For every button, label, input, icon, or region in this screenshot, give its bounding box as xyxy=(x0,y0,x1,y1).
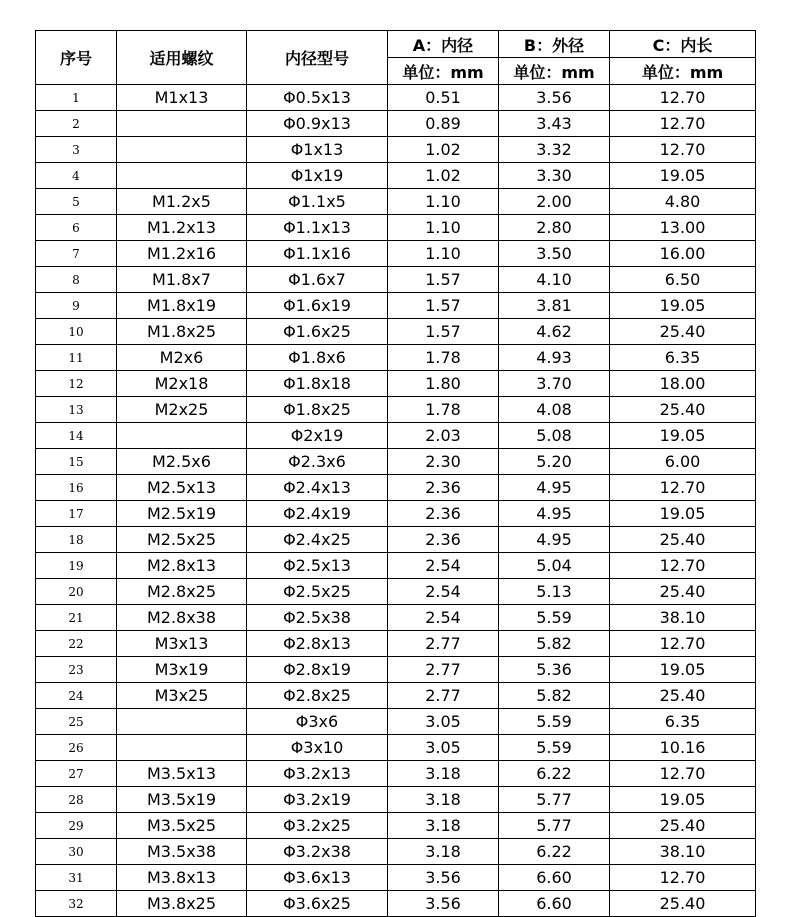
cell-thread: M2x18 xyxy=(117,371,247,397)
cell-inner-diameter: 1.80 xyxy=(388,371,499,397)
header-col-b: B：外径 xyxy=(499,31,610,58)
header-col-a: A：内径 xyxy=(388,31,499,58)
table-row xyxy=(36,293,756,319)
cell-inner-length: 12.70 xyxy=(610,85,756,111)
cell-thread: M3.8x13 xyxy=(117,865,247,891)
cell-model: Φ1x19 xyxy=(247,163,388,189)
cell-inner-length: 25.40 xyxy=(610,397,756,423)
cell-model: Φ2.4x19 xyxy=(247,501,388,527)
cell-inner-length: 19.05 xyxy=(610,423,756,449)
cell-thread: M2.5x13 xyxy=(117,475,247,501)
spec-table-sheet xyxy=(35,30,756,917)
cell-index: 14 xyxy=(36,423,117,449)
table-row xyxy=(36,761,756,787)
cell-outer-diameter: 5.20 xyxy=(499,449,610,475)
table-row xyxy=(36,423,756,449)
cell-inner-length: 12.70 xyxy=(610,475,756,501)
cell-thread xyxy=(117,735,247,761)
cell-thread xyxy=(117,709,247,735)
cell-inner-diameter: 3.05 xyxy=(388,735,499,761)
cell-model: Φ1.6x25 xyxy=(247,319,388,345)
header-model: 内径型号 xyxy=(247,31,388,85)
cell-outer-diameter: 6.22 xyxy=(499,839,610,865)
table-row xyxy=(36,683,756,709)
cell-model: Φ2.4x13 xyxy=(247,475,388,501)
cell-outer-diameter: 5.77 xyxy=(499,787,610,813)
cell-outer-diameter: 5.36 xyxy=(499,657,610,683)
table-row xyxy=(36,657,756,683)
cell-model: Φ1.1x13 xyxy=(247,215,388,241)
table-row xyxy=(36,397,756,423)
cell-outer-diameter: 4.95 xyxy=(499,501,610,527)
cell-model: Φ1.6x19 xyxy=(247,293,388,319)
table-row xyxy=(36,371,756,397)
table-row xyxy=(36,241,756,267)
table-row xyxy=(36,189,756,215)
cell-model: Φ2.8x13 xyxy=(247,631,388,657)
cell-inner-diameter: 3.56 xyxy=(388,865,499,891)
cell-inner-length: 38.10 xyxy=(610,839,756,865)
cell-outer-diameter: 3.32 xyxy=(499,137,610,163)
cell-outer-diameter: 5.77 xyxy=(499,813,610,839)
cell-inner-diameter: 1.78 xyxy=(388,397,499,423)
cell-thread: M1.2x13 xyxy=(117,215,247,241)
cell-index: 11 xyxy=(36,345,117,371)
cell-thread: M3.8x25 xyxy=(117,891,247,917)
cell-inner-diameter: 3.18 xyxy=(388,761,499,787)
cell-thread: M2.8x25 xyxy=(117,579,247,605)
cell-thread: M1.2x16 xyxy=(117,241,247,267)
cell-model: Φ3.2x13 xyxy=(247,761,388,787)
cell-outer-diameter: 6.60 xyxy=(499,865,610,891)
cell-index: 19 xyxy=(36,553,117,579)
cell-index: 24 xyxy=(36,683,117,709)
cell-thread: M2.8x13 xyxy=(117,553,247,579)
table-row xyxy=(36,345,756,371)
cell-inner-length: 19.05 xyxy=(610,501,756,527)
table-row xyxy=(36,865,756,891)
cell-index: 3 xyxy=(36,137,117,163)
table-row xyxy=(36,787,756,813)
cell-index: 13 xyxy=(36,397,117,423)
table-row xyxy=(36,449,756,475)
cell-inner-length: 6.00 xyxy=(610,449,756,475)
table-row xyxy=(36,111,756,137)
table-row xyxy=(36,709,756,735)
cell-model: Φ0.9x13 xyxy=(247,111,388,137)
cell-index: 22 xyxy=(36,631,117,657)
cell-outer-diameter: 2.00 xyxy=(499,189,610,215)
cell-model: Φ3x10 xyxy=(247,735,388,761)
cell-thread xyxy=(117,111,247,137)
cell-outer-diameter: 6.60 xyxy=(499,891,610,917)
cell-inner-diameter: 3.05 xyxy=(388,709,499,735)
cell-inner-length: 16.00 xyxy=(610,241,756,267)
cell-inner-length: 25.40 xyxy=(610,683,756,709)
cell-inner-length: 19.05 xyxy=(610,787,756,813)
cell-thread: M1.2x5 xyxy=(117,189,247,215)
cell-inner-diameter: 1.10 xyxy=(388,241,499,267)
cell-outer-diameter: 3.81 xyxy=(499,293,610,319)
cell-thread: M3.5x19 xyxy=(117,787,247,813)
cell-inner-length: 12.70 xyxy=(610,631,756,657)
cell-inner-diameter: 2.54 xyxy=(388,605,499,631)
cell-thread: M1.8x19 xyxy=(117,293,247,319)
cell-inner-diameter: 2.77 xyxy=(388,631,499,657)
cell-index: 10 xyxy=(36,319,117,345)
cell-outer-diameter: 4.08 xyxy=(499,397,610,423)
cell-index: 25 xyxy=(36,709,117,735)
cell-outer-diameter: 3.43 xyxy=(499,111,610,137)
table-row xyxy=(36,137,756,163)
cell-outer-diameter: 3.50 xyxy=(499,241,610,267)
cell-index: 26 xyxy=(36,735,117,761)
cell-index: 18 xyxy=(36,527,117,553)
cell-inner-length: 18.00 xyxy=(610,371,756,397)
cell-index: 1 xyxy=(36,85,117,111)
header-unit-a: 单位：mm xyxy=(388,58,499,85)
cell-index: 17 xyxy=(36,501,117,527)
cell-thread xyxy=(117,163,247,189)
cell-model: Φ1.8x18 xyxy=(247,371,388,397)
cell-model: Φ2.8x19 xyxy=(247,657,388,683)
cell-outer-diameter: 5.08 xyxy=(499,423,610,449)
cell-index: 2 xyxy=(36,111,117,137)
cell-inner-length: 12.70 xyxy=(610,865,756,891)
cell-inner-length: 6.35 xyxy=(610,709,756,735)
table-row xyxy=(36,85,756,111)
header-row-main xyxy=(36,31,756,58)
cell-inner-length: 6.35 xyxy=(610,345,756,371)
table-row xyxy=(36,527,756,553)
cell-inner-length: 6.50 xyxy=(610,267,756,293)
cell-model: Φ3.6x13 xyxy=(247,865,388,891)
cell-inner-diameter: 1.02 xyxy=(388,163,499,189)
spec-table xyxy=(35,30,756,917)
cell-inner-diameter: 2.03 xyxy=(388,423,499,449)
cell-outer-diameter: 5.59 xyxy=(499,605,610,631)
table-row xyxy=(36,475,756,501)
cell-model: Φ3x6 xyxy=(247,709,388,735)
cell-inner-diameter: 1.10 xyxy=(388,189,499,215)
cell-inner-length: 10.16 xyxy=(610,735,756,761)
table-row xyxy=(36,267,756,293)
header-unit-c: 单位：mm xyxy=(610,58,756,85)
cell-thread: M2.5x25 xyxy=(117,527,247,553)
cell-index: 23 xyxy=(36,657,117,683)
cell-inner-diameter: 2.77 xyxy=(388,683,499,709)
cell-inner-length: 12.70 xyxy=(610,137,756,163)
cell-inner-diameter: 2.36 xyxy=(388,527,499,553)
table-row xyxy=(36,579,756,605)
cell-model: Φ0.5x13 xyxy=(247,85,388,111)
table-row xyxy=(36,631,756,657)
cell-thread xyxy=(117,137,247,163)
cell-inner-length: 25.40 xyxy=(610,579,756,605)
cell-index: 32 xyxy=(36,891,117,917)
cell-thread: M3.5x25 xyxy=(117,813,247,839)
cell-inner-diameter: 2.36 xyxy=(388,475,499,501)
table-row xyxy=(36,319,756,345)
cell-inner-diameter: 2.36 xyxy=(388,501,499,527)
cell-model: Φ2.3x6 xyxy=(247,449,388,475)
cell-thread: M3x13 xyxy=(117,631,247,657)
cell-thread: M3x25 xyxy=(117,683,247,709)
table-row xyxy=(36,735,756,761)
cell-index: 6 xyxy=(36,215,117,241)
cell-outer-diameter: 4.95 xyxy=(499,475,610,501)
cell-outer-diameter: 5.82 xyxy=(499,683,610,709)
cell-index: 30 xyxy=(36,839,117,865)
cell-model: Φ1.1x16 xyxy=(247,241,388,267)
cell-thread: M1.8x7 xyxy=(117,267,247,293)
cell-inner-diameter: 1.57 xyxy=(388,293,499,319)
cell-inner-diameter: 3.18 xyxy=(388,813,499,839)
table-row xyxy=(36,163,756,189)
cell-thread: M3x19 xyxy=(117,657,247,683)
cell-inner-diameter: 0.89 xyxy=(388,111,499,137)
cell-outer-diameter: 5.59 xyxy=(499,735,610,761)
table-row xyxy=(36,891,756,917)
cell-inner-diameter: 3.18 xyxy=(388,839,499,865)
cell-model: Φ3.2x19 xyxy=(247,787,388,813)
cell-index: 31 xyxy=(36,865,117,891)
cell-inner-length: 12.70 xyxy=(610,111,756,137)
header-col-c: C：内长 xyxy=(610,31,756,58)
cell-index: 8 xyxy=(36,267,117,293)
cell-model: Φ1x13 xyxy=(247,137,388,163)
cell-model: Φ1.8x25 xyxy=(247,397,388,423)
cell-index: 21 xyxy=(36,605,117,631)
cell-model: Φ3.2x38 xyxy=(247,839,388,865)
cell-inner-diameter: 1.02 xyxy=(388,137,499,163)
table-row xyxy=(36,553,756,579)
cell-model: Φ2x19 xyxy=(247,423,388,449)
cell-model: Φ1.1x5 xyxy=(247,189,388,215)
cell-inner-length: 4.80 xyxy=(610,189,756,215)
cell-outer-diameter: 3.56 xyxy=(499,85,610,111)
cell-model: Φ2.4x25 xyxy=(247,527,388,553)
cell-index: 27 xyxy=(36,761,117,787)
cell-index: 5 xyxy=(36,189,117,215)
cell-index: 9 xyxy=(36,293,117,319)
cell-thread: M1.8x25 xyxy=(117,319,247,345)
table-row xyxy=(36,605,756,631)
header-thread: 适用螺纹 xyxy=(117,31,247,85)
cell-index: 16 xyxy=(36,475,117,501)
cell-thread: M2.5x6 xyxy=(117,449,247,475)
cell-outer-diameter: 5.13 xyxy=(499,579,610,605)
cell-inner-diameter: 1.57 xyxy=(388,319,499,345)
cell-inner-diameter: 3.18 xyxy=(388,787,499,813)
cell-thread: M2x6 xyxy=(117,345,247,371)
cell-model: Φ1.6x7 xyxy=(247,267,388,293)
cell-outer-diameter: 5.04 xyxy=(499,553,610,579)
cell-index: 7 xyxy=(36,241,117,267)
cell-model: Φ2.5x25 xyxy=(247,579,388,605)
cell-inner-length: 12.70 xyxy=(610,553,756,579)
cell-inner-length: 25.40 xyxy=(610,891,756,917)
cell-model: Φ1.8x6 xyxy=(247,345,388,371)
header-unit-b: 单位：mm xyxy=(499,58,610,85)
cell-inner-diameter: 1.10 xyxy=(388,215,499,241)
cell-inner-length: 19.05 xyxy=(610,657,756,683)
cell-index: 29 xyxy=(36,813,117,839)
cell-inner-length: 12.70 xyxy=(610,761,756,787)
cell-thread: M2.8x38 xyxy=(117,605,247,631)
cell-index: 15 xyxy=(36,449,117,475)
cell-inner-diameter: 3.56 xyxy=(388,891,499,917)
cell-outer-diameter: 4.62 xyxy=(499,319,610,345)
cell-thread: M2.5x19 xyxy=(117,501,247,527)
cell-index: 20 xyxy=(36,579,117,605)
cell-model: Φ2.5x13 xyxy=(247,553,388,579)
cell-thread: M1x13 xyxy=(117,85,247,111)
table-row xyxy=(36,215,756,241)
cell-outer-diameter: 3.30 xyxy=(499,163,610,189)
header-index: 序号 xyxy=(36,31,117,85)
cell-inner-length: 13.00 xyxy=(610,215,756,241)
cell-outer-diameter: 2.80 xyxy=(499,215,610,241)
cell-inner-length: 19.05 xyxy=(610,293,756,319)
cell-outer-diameter: 4.93 xyxy=(499,345,610,371)
table-row xyxy=(36,813,756,839)
cell-outer-diameter: 4.95 xyxy=(499,527,610,553)
cell-inner-diameter: 2.77 xyxy=(388,657,499,683)
cell-inner-length: 19.05 xyxy=(610,163,756,189)
cell-inner-length: 25.40 xyxy=(610,813,756,839)
cell-inner-diameter: 2.30 xyxy=(388,449,499,475)
cell-outer-diameter: 5.59 xyxy=(499,709,610,735)
cell-model: Φ3.6x25 xyxy=(247,891,388,917)
cell-inner-length: 25.40 xyxy=(610,319,756,345)
cell-inner-diameter: 1.57 xyxy=(388,267,499,293)
cell-model: Φ3.2x25 xyxy=(247,813,388,839)
cell-index: 4 xyxy=(36,163,117,189)
cell-thread: M2x25 xyxy=(117,397,247,423)
cell-inner-diameter: 0.51 xyxy=(388,85,499,111)
cell-thread: M3.5x38 xyxy=(117,839,247,865)
cell-inner-diameter: 1.78 xyxy=(388,345,499,371)
cell-thread xyxy=(117,423,247,449)
cell-outer-diameter: 3.70 xyxy=(499,371,610,397)
cell-outer-diameter: 4.10 xyxy=(499,267,610,293)
cell-inner-length: 25.40 xyxy=(610,527,756,553)
table-body xyxy=(36,85,756,917)
cell-outer-diameter: 6.22 xyxy=(499,761,610,787)
cell-model: Φ2.8x25 xyxy=(247,683,388,709)
cell-inner-length: 38.10 xyxy=(610,605,756,631)
table-row xyxy=(36,839,756,865)
table-header xyxy=(36,31,756,85)
cell-outer-diameter: 5.82 xyxy=(499,631,610,657)
cell-index: 28 xyxy=(36,787,117,813)
cell-inner-diameter: 2.54 xyxy=(388,579,499,605)
cell-model: Φ2.5x38 xyxy=(247,605,388,631)
cell-inner-diameter: 2.54 xyxy=(388,553,499,579)
cell-thread: M3.5x13 xyxy=(117,761,247,787)
cell-index: 12 xyxy=(36,371,117,397)
table-row xyxy=(36,501,756,527)
